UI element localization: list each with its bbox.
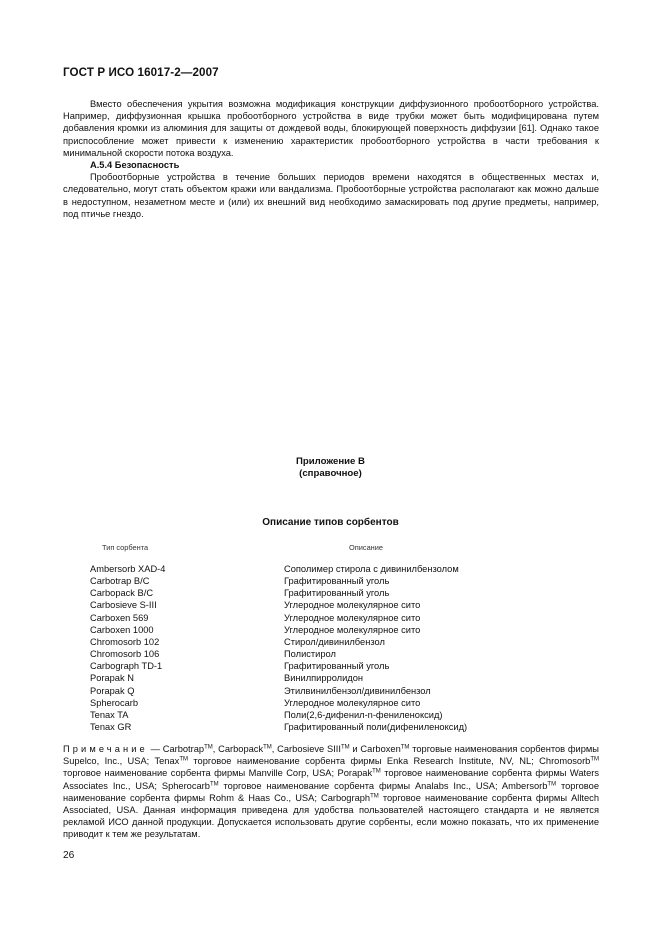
sorbent-description-cell: Графитированный уголь <box>284 576 390 587</box>
table-row <box>90 697 510 709</box>
table-title: Описание типов сорбентов <box>262 517 399 528</box>
sorbent-description-cell: Углеродное молекулярное сито <box>284 600 421 611</box>
table-row <box>90 599 510 611</box>
document-header: ГОСТ Р ИСО 16017-2—2007 <box>63 66 219 79</box>
paragraph-safety: Пробоотборные устройства в течение больших периодов времени находятся в общественных местах и, следовательно, могут стать объектом кражи или вандализма. Пробоотборные устройства располагают как можно дальше в недоступном, незаметном месте и (или) их внешний вид необходимо замаскировать под другие предметы, например, под птичье гнездо. <box>63 172 599 219</box>
sorbent-description-cell: Винилпирролидон <box>284 673 364 684</box>
table-row <box>90 660 510 672</box>
table-row <box>90 624 510 636</box>
table-row <box>90 721 510 733</box>
sorbent-type-cell: Chromosorb 102 <box>90 636 160 647</box>
sorbent-type-cell: Carboxen 569 <box>90 612 149 623</box>
section-heading-safety: А.5.4 Безопасность <box>90 160 180 171</box>
sorbent-description-cell: Графитированный уголь <box>284 661 390 672</box>
sorbent-table <box>90 563 510 733</box>
sorbent-description-cell: Графитированный поли(дифениленоксид) <box>284 722 468 733</box>
paragraph-modification: Вместо обеспечения укрытия возможна модификация конструкции диффузионного пробоотборного устройства. Например, диффузионная крышка пробоотборного устройства в виде трубки может быть модифицирована путем добавления кромки из алюминия для защиты от дождевой воды, блокирующей поверхность диффузии [61]. Однако такое приспособление может привести к изменению характеристик пробоотборного устройства в части требования к минимальной скорости потока воздуха. <box>63 99 599 158</box>
sorbent-type-cell: Carbopack B/C <box>90 588 154 599</box>
table-row <box>90 612 510 624</box>
table-row <box>90 563 510 575</box>
appendix-subtitle: (справочное) <box>299 468 362 479</box>
appendix-title: Приложение В <box>296 456 365 467</box>
sorbent-description-cell: Графитированный уголь <box>284 588 390 599</box>
sorbent-type-cell: Porapak N <box>90 673 134 684</box>
page-number: 26 <box>63 850 75 861</box>
sorbent-type-cell: Tenax GR <box>90 722 132 733</box>
table-row <box>90 709 510 721</box>
sorbent-description-cell: Этилвинилбензол/дивинилбензол <box>284 685 431 696</box>
sorbent-type-cell: Carbotrap B/C <box>90 576 150 587</box>
column-header-type: Тип сорбента <box>102 543 149 552</box>
table-row <box>90 648 510 660</box>
sorbent-type-cell: Porapak Q <box>90 685 135 696</box>
sorbent-type-cell: Carboxen 1000 <box>90 624 154 635</box>
sorbent-type-cell: Carbosieve S-III <box>90 600 157 611</box>
sorbent-description-cell: Углеродное молекулярное сито <box>284 697 421 708</box>
table-note: Примечание — Carbotrap™, Carbopack™, Carbosieve SIII™ и Carboxen™ торговые наименования сорбентов фирмы Supelco, Inc., USA; Tenax™ торговое наименование сорбента фирмы Enka Research Institute, NV, NL; Chromosorb™ торговое наименование сорбента фирмы Manville Corp, USA; Porapak™ торговое наименование сорбента фирмы Waters Associates Inc., USA; Spherocarb™ торговое наименование сорбента фирмы Analabs Inc., USA; Ambersorb™ торговое наименование сорбента фирмы Rohm & Haas Co., USA; Carbograph™ торговое наименование сорбента фирмы Alltech Associated, USA. Данная информация приведена для удобства пользователей настоящего стандарта и не является рекламой ИСО данной продукции. Допускается использовать другие сорбенты, если можно показать, что их применение приводит к тем же результатам. <box>63 744 600 840</box>
table-row <box>90 587 510 599</box>
sorbent-type-cell: Carbograph TD-1 <box>90 661 163 672</box>
table-row <box>90 672 510 684</box>
sorbent-type-cell: Ambersorb XAD-4 <box>90 564 166 574</box>
sorbent-type-cell: Tenax TA <box>90 709 129 720</box>
sorbent-description-cell: Полистирол <box>284 649 336 660</box>
sorbent-type-cell: Spherocarb <box>90 697 139 708</box>
body-text <box>63 98 599 220</box>
sorbent-description-cell: Сополимер стирола с дивинилбензолом <box>284 564 459 574</box>
table-row <box>90 685 510 697</box>
column-header-description: Описание <box>349 543 384 552</box>
sorbent-type-cell: Chromosorb 106 <box>90 649 160 660</box>
note-label: Примечание <box>63 744 148 754</box>
sorbent-description-cell: Поли(2,6-дифенил-n-фениленоксид) <box>284 709 443 720</box>
sorbent-description-cell: Стирол/дивинилбензол <box>284 636 385 647</box>
sorbent-description-cell: Углеродное молекулярное сито <box>284 612 421 623</box>
table-row <box>90 636 510 648</box>
table-row <box>90 575 510 587</box>
sorbent-description-cell: Углеродное молекулярное сито <box>284 624 421 635</box>
